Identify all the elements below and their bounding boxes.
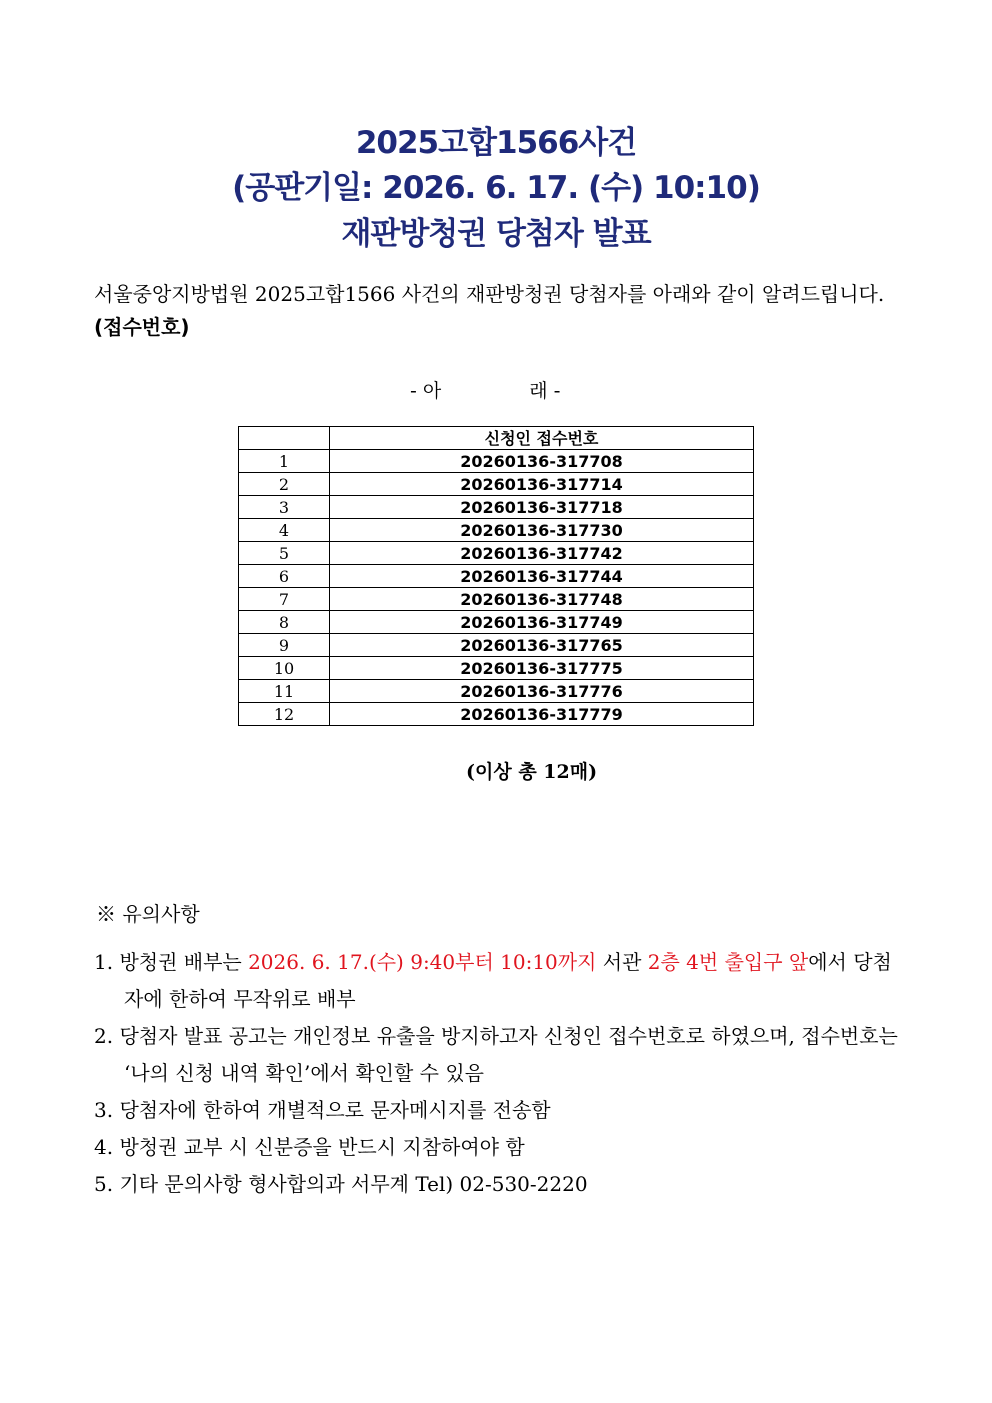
row-code: 20260136-317714: [330, 473, 754, 496]
note-item-5: 5. 기타 문의사항 형사합의과 서무계 Tel) 02-530-2220: [94, 1172, 588, 1196]
note-1-time-highlight: 2026. 6. 17.(수) 9:40부터 10:10까지: [248, 950, 597, 974]
table-header-code: 신청인 접수번호: [330, 427, 754, 450]
note-item-4: 4. 방청권 교부 시 신분증을 반드시 지참하여야 함: [94, 1135, 525, 1159]
note-item-1: [94, 944, 904, 1018]
table-row: [239, 450, 754, 473]
row-number: 8: [239, 611, 330, 634]
row-number: 6: [239, 565, 330, 588]
table-row: [239, 680, 754, 703]
note-item-2: 2. 당첨자 발표 공고는 개인정보 유출을 방지하고자 신청인 접수번호로 하였으며, 접수번호는 ‘나의 신청 내역 확인’에서 확인할 수 있음: [94, 1024, 898, 1085]
row-number: 2: [239, 473, 330, 496]
row-code: 20260136-317749: [330, 611, 754, 634]
notes-heading: ※ 유의사항: [96, 902, 200, 926]
table-header-row: [239, 427, 754, 450]
table-row: [239, 519, 754, 542]
table-row: [239, 588, 754, 611]
note-1-text-b: 서관: [596, 950, 648, 974]
note-1-text-c: 에서 당첨자에 한하여 무작위로 배부: [124, 950, 892, 1011]
row-code: 20260136-317744: [330, 565, 754, 588]
row-code: 20260136-317775: [330, 657, 754, 680]
row-code: 20260136-317718: [330, 496, 754, 519]
note-item-3: 3. 당첨자에 한하여 개별적으로 문자메시지를 전송함: [94, 1098, 551, 1122]
below-heading-right: 래 -: [529, 380, 561, 402]
intro-bold: (접수번호): [94, 315, 190, 339]
row-code: 20260136-317708: [330, 450, 754, 473]
table-row: [239, 496, 754, 519]
row-code: 20260136-317765: [330, 634, 754, 657]
intro-text: 서울중앙지방법원 2025고합1566 사건의 재판방청권 당첨자를 아래와 같이 알려드립니다.: [94, 282, 885, 306]
notes-list: [94, 944, 904, 1203]
hearing-date-title: (공판기일: 2026. 6. 17. (수) 10:10): [232, 170, 760, 206]
row-number: 5: [239, 542, 330, 565]
row-number: 3: [239, 496, 330, 519]
row-number: 11: [239, 680, 330, 703]
row-number: 10: [239, 657, 330, 680]
page-title: 2025고합1566사건: [355, 125, 637, 161]
winners-table: [238, 426, 754, 726]
row-number: 9: [239, 634, 330, 657]
row-code: 20260136-317776: [330, 680, 754, 703]
below-heading: [410, 376, 561, 403]
note-1-place-highlight: 2층 4번 출입구 앞: [647, 950, 809, 974]
row-code: 20260136-317742: [330, 542, 754, 565]
table-row: [239, 703, 754, 726]
table-row: [239, 565, 754, 588]
row-code: 20260136-317730: [330, 519, 754, 542]
table-row: [239, 657, 754, 680]
table-header-number: [239, 427, 330, 450]
row-number: 4: [239, 519, 330, 542]
row-number: 1: [239, 450, 330, 473]
table-row: [239, 634, 754, 657]
below-heading-left: - 아: [410, 380, 442, 402]
table-row: [239, 542, 754, 565]
row-code: 20260136-317748: [330, 588, 754, 611]
intro-paragraph: [94, 278, 894, 344]
table-row: [239, 473, 754, 496]
total-count: (이상 총 12매): [466, 761, 598, 783]
row-number: 12: [239, 703, 330, 726]
row-code: 20260136-317779: [330, 703, 754, 726]
table-row: [239, 611, 754, 634]
announcement-title: 재판방청권 당첨자 발표: [341, 216, 651, 252]
note-1-text-a: 1. 방청권 배부는: [94, 950, 249, 974]
row-number: 7: [239, 588, 330, 611]
